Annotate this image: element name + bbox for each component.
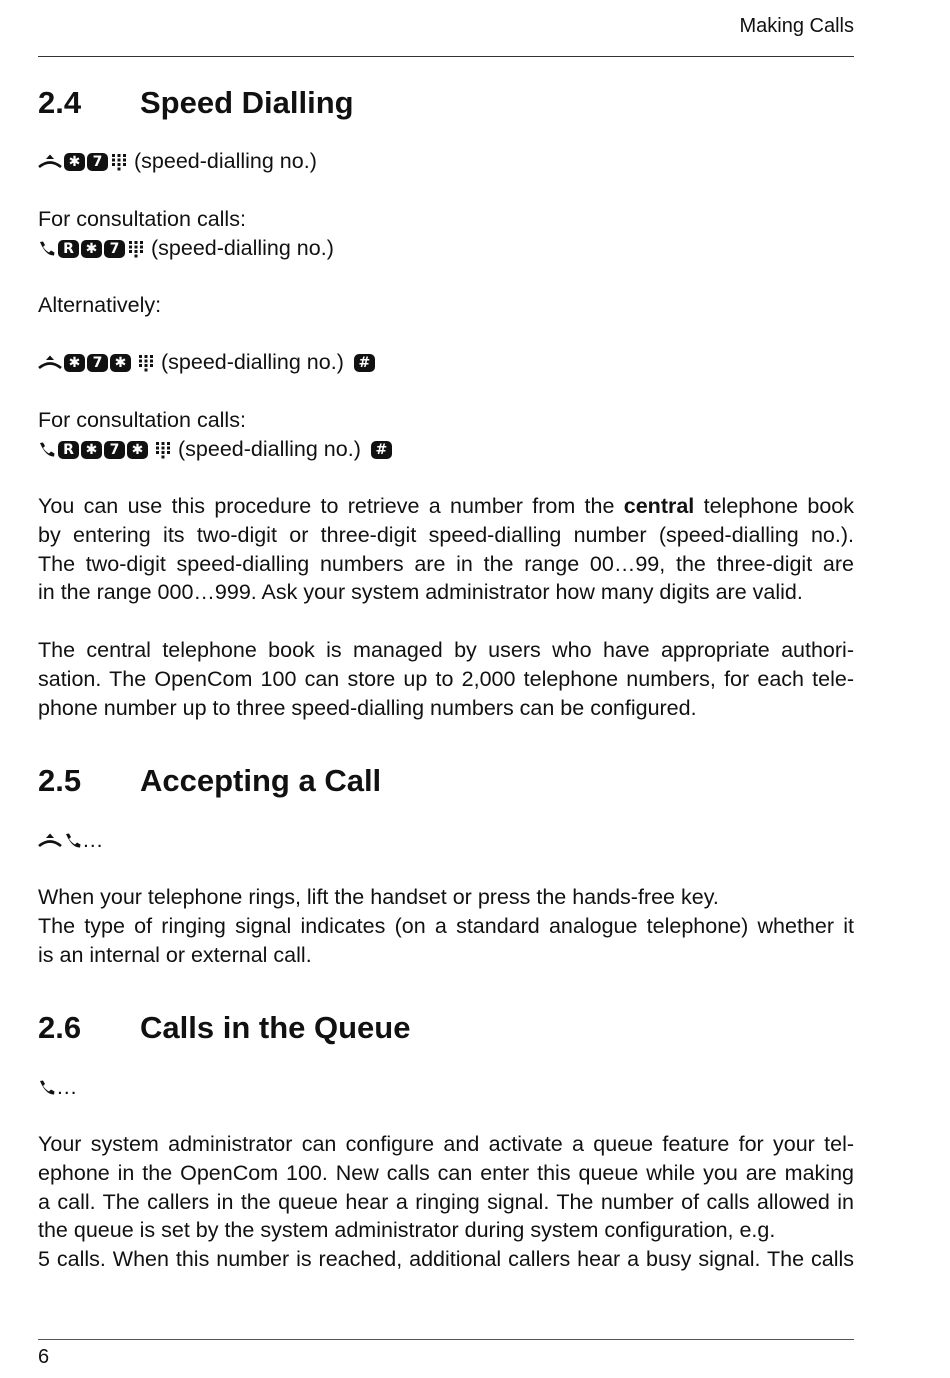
section-heading-2-4	[38, 85, 354, 121]
text-line: sation. The OpenCom 100 can store up to 2,000 telephone numbers, for each tele-	[38, 666, 854, 691]
text-line: phone number up to three speed-dialling numbers can be configured.	[38, 695, 697, 720]
text-line: is an internal or external call.	[38, 942, 312, 967]
section-heading-2-6	[38, 1010, 410, 1046]
consultation-label-1: For consultation calls:	[38, 207, 246, 231]
text-line: by entering its two-digit or three-digit speed-dialling number (speed-dialling no.).	[38, 522, 854, 547]
section-number: 2.4	[38, 85, 82, 120]
seven-key-icon: 7	[87, 153, 108, 171]
hash-key-icon: #	[371, 441, 392, 459]
queue-call-sequence	[38, 1073, 78, 1102]
consultation-label-2: For consultation calls:	[38, 408, 246, 432]
phone-handset-icon	[38, 1079, 56, 1097]
keypad-icon	[110, 153, 128, 171]
lift-handset-icon	[38, 354, 62, 372]
paragraph-central-book	[38, 492, 854, 607]
section-number: 2.5	[38, 763, 82, 798]
speed-dialling-label: (speed-dialling no.)	[178, 437, 361, 461]
document-page	[38, 0, 854, 1378]
phone-handset-icon	[38, 441, 56, 459]
text-line: The two-digit speed-dialling numbers are in the range 00…99, the three-digit are	[38, 551, 854, 576]
section-number: 2.6	[38, 1010, 82, 1045]
header-rule	[38, 56, 854, 57]
accept-call-sequence	[38, 826, 104, 855]
text-line: ephone in the OpenCom 100. New calls can enter this queue while you are making	[38, 1160, 854, 1185]
ellipsis: …	[82, 828, 104, 852]
text-line: the queue is set by the system administrator during system configuration, e.g.	[38, 1218, 776, 1243]
seven-key-icon: 7	[104, 240, 125, 258]
keypad-icon	[154, 441, 172, 459]
keypad-icon	[137, 354, 155, 372]
section-title: Speed Dialling	[140, 85, 354, 120]
dial-sequence-4	[38, 435, 392, 464]
star-key-icon: ✱	[64, 153, 85, 171]
text-line: in the range 000…999. Ask your system administrator how many digits are valid.	[38, 580, 803, 605]
lift-handset-icon	[38, 832, 62, 850]
dial-sequence-1	[38, 147, 317, 176]
dial-sequence-3	[38, 348, 375, 377]
star-key-icon: ✱	[110, 354, 131, 372]
running-header: Making Calls	[739, 15, 854, 37]
paragraph-management	[38, 636, 854, 722]
text-line: The central telephone book is managed by users who have appropriate authori-	[38, 638, 854, 662]
seven-key-icon: 7	[104, 441, 125, 459]
dial-sequence-2	[38, 234, 334, 263]
page-number: 6	[38, 1346, 50, 1368]
emphasis-central: central	[623, 494, 695, 518]
speed-dialling-label: (speed-dialling no.)	[134, 149, 317, 173]
star-key-icon: ✱	[81, 240, 102, 258]
footer-rule	[38, 1339, 854, 1340]
section-title: Calls in the Queue	[140, 1010, 411, 1045]
section-title: Accepting a Call	[140, 763, 382, 798]
hash-key-icon: #	[354, 354, 375, 372]
text-line: You can use this procedure to retrieve a number from the central telephone book	[38, 494, 855, 518]
star-key-icon: ✱	[127, 441, 148, 459]
recall-key-icon: R	[58, 240, 79, 258]
text-line: Your system administrator can configure and activate a queue feature for your tel-	[38, 1132, 854, 1156]
speed-dialling-label: (speed-dialling no.)	[151, 236, 334, 260]
section-heading-2-5	[38, 763, 381, 799]
seven-key-icon: 7	[87, 354, 108, 372]
speed-dialling-label: (speed-dialling no.)	[161, 350, 344, 374]
lift-handset-icon	[38, 153, 62, 171]
ellipsis: …	[56, 1075, 78, 1099]
text-line: The type of ringing signal indicates (on a standard analogue telephone) whether it	[38, 913, 854, 938]
text-line: a call. The callers in the queue hear a ringing signal. The number of calls allowed in	[38, 1189, 854, 1214]
alternatively-label: Alternatively:	[38, 293, 162, 317]
recall-key-icon: R	[58, 441, 79, 459]
keypad-icon	[127, 240, 145, 258]
paragraph-accepting	[38, 883, 854, 969]
text-line: 5 calls. When this number is reached, additional callers hear a busy signal. The calls	[38, 1247, 854, 1272]
paragraph-queue	[38, 1130, 854, 1274]
text-line: When your telephone rings, lift the handset or press the hands-free key.	[38, 885, 719, 909]
phone-handset-icon	[64, 832, 82, 850]
star-key-icon: ✱	[81, 441, 102, 459]
phone-handset-icon	[38, 240, 56, 258]
star-key-icon: ✱	[64, 354, 85, 372]
